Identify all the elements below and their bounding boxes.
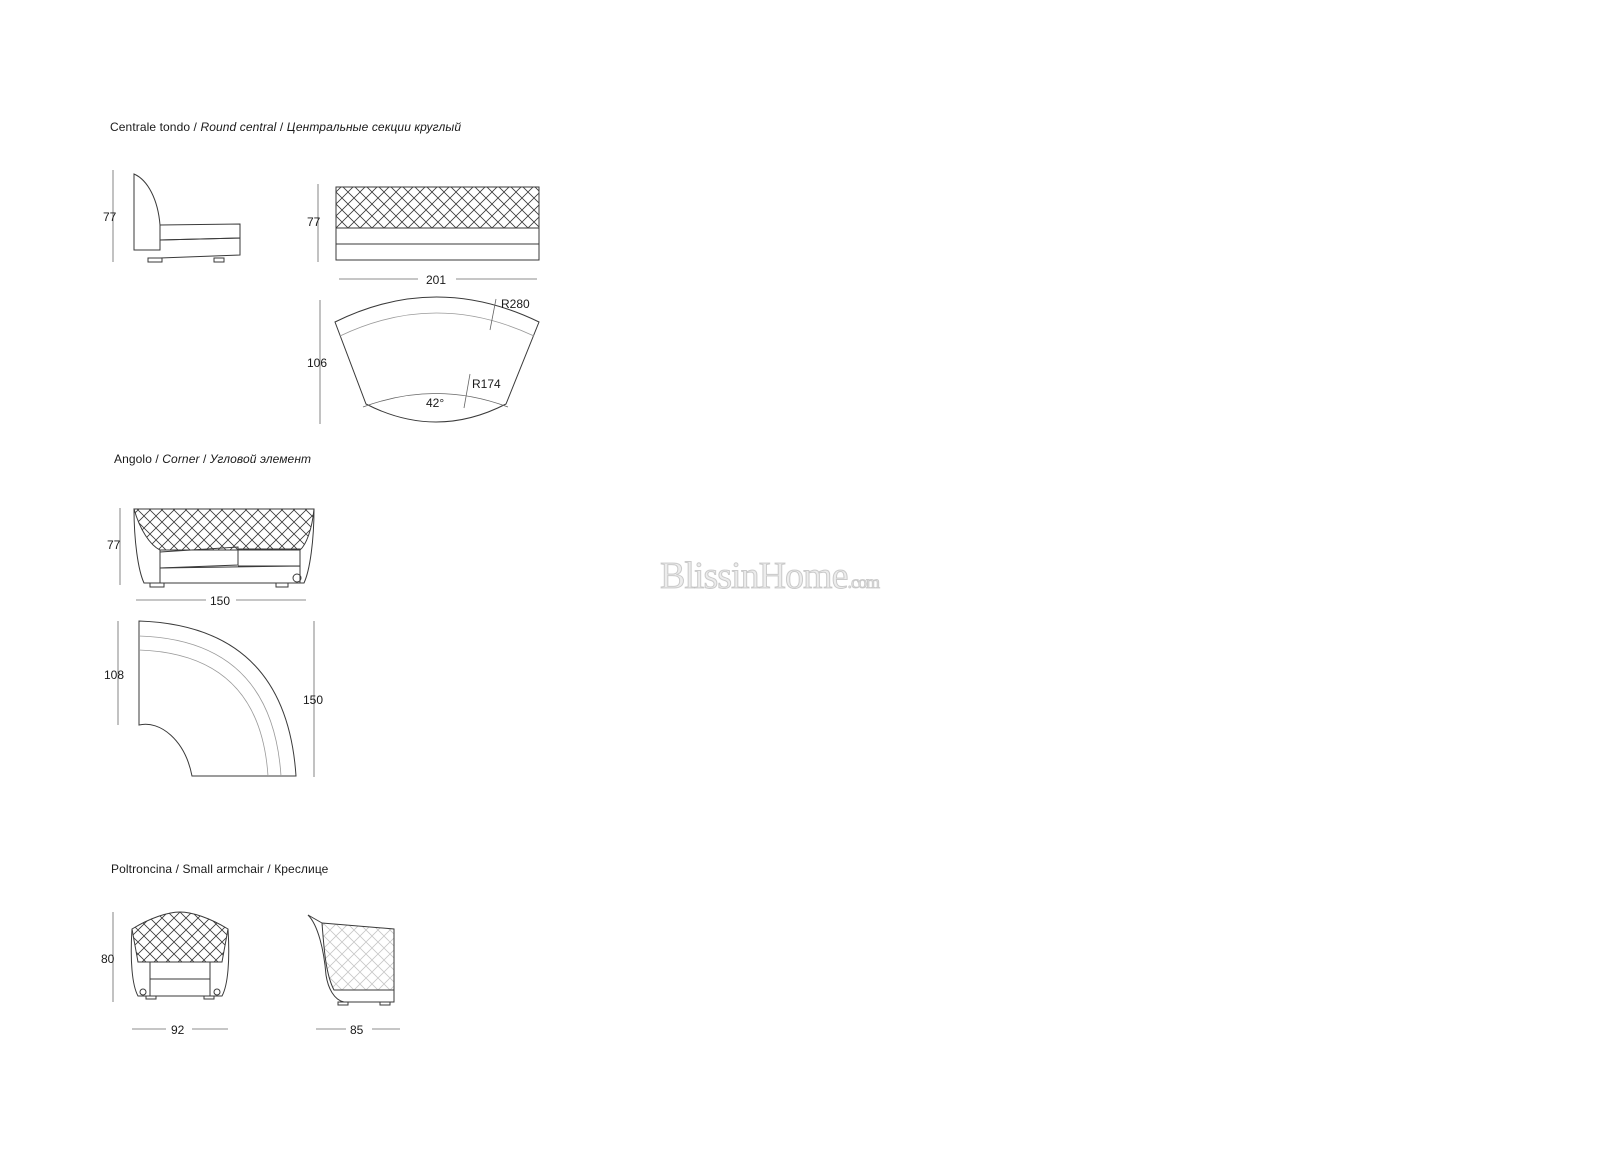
armchair-front-view	[101, 912, 229, 1037]
dim-front-width: 201	[426, 273, 447, 287]
corner-plan-view	[104, 621, 323, 777]
title-en: Round central	[200, 120, 277, 134]
title-ru: Креслице	[274, 862, 329, 876]
title-sep: /	[190, 120, 201, 134]
round-central-plan-view	[307, 297, 539, 424]
watermark-logo	[660, 554, 879, 598]
dim-corner-height: 77	[107, 538, 121, 552]
title-ru: Угловой элемент	[209, 452, 312, 466]
dim-corner-width: 150	[210, 594, 231, 608]
round-central-side-view	[103, 170, 240, 262]
title-it: Angolo	[114, 452, 152, 466]
dim-corner-plan-depth: 108	[104, 668, 125, 682]
watermark-main: BlissinHome	[660, 555, 848, 597]
dim-outer-radius: R280	[501, 297, 530, 311]
dim-angle: 42°	[426, 396, 445, 410]
dim-armchair-depth: 85	[350, 1023, 364, 1037]
title-ru: Центральные секции круглый	[286, 120, 462, 134]
dim-plan-depth: 106	[307, 356, 328, 370]
title-en: Corner	[162, 452, 200, 466]
dim-armchair-height: 80	[101, 952, 115, 966]
dim-front-height: 77	[307, 215, 321, 229]
title-sep: /	[151, 452, 163, 466]
dim-armchair-width: 92	[171, 1023, 185, 1037]
title-it: Centrale tondo	[110, 120, 191, 134]
title-sep: /	[276, 120, 287, 134]
title-sep: /	[263, 862, 275, 876]
armchair-side-view	[308, 915, 400, 1037]
corner-front-view	[107, 508, 314, 608]
watermark-suffix: .com	[847, 572, 879, 592]
title-it: Poltroncina	[111, 862, 173, 876]
round-central-front-view	[307, 184, 539, 287]
dim-side-height: 77	[103, 210, 117, 224]
dim-corner-plan-side: 150	[303, 693, 324, 707]
title-en: Small armchair	[182, 862, 264, 876]
dim-inner-radius: R174	[472, 377, 501, 391]
title-sep: /	[199, 452, 210, 466]
title-sep: /	[172, 862, 183, 876]
